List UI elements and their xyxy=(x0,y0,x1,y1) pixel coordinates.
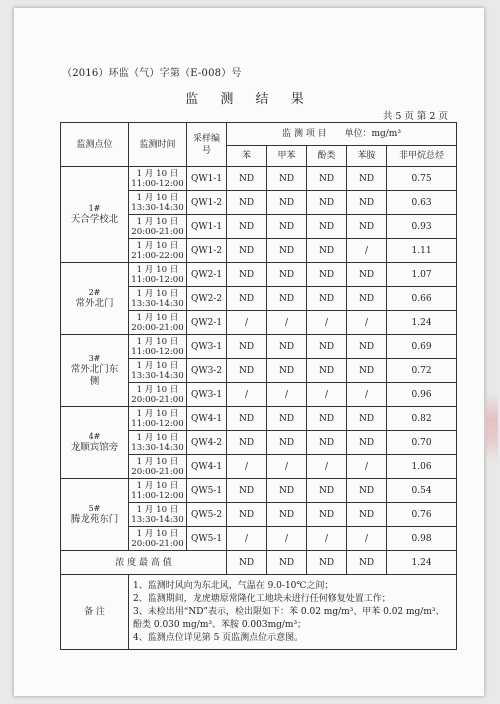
benzene-value: ND xyxy=(227,263,267,287)
phenols-value: ND xyxy=(307,287,347,311)
max-value-label: 浓 度 最 高 值 xyxy=(61,551,227,575)
sample-id: QW1-2 xyxy=(187,191,227,215)
time-cell xyxy=(129,239,187,263)
max-benzene: ND xyxy=(227,551,267,575)
aniline-value: ND xyxy=(347,191,387,215)
aniline-value: / xyxy=(347,455,387,479)
sample-id: QW5-1 xyxy=(187,527,227,551)
toluene-value: ND xyxy=(267,359,307,383)
time-date: 1 月 10 日 xyxy=(136,432,179,443)
time-cell xyxy=(129,215,187,239)
page-title: 监 测 结 果 xyxy=(185,92,313,107)
header-toluene: 甲苯 xyxy=(267,146,307,167)
phenols-value: ND xyxy=(307,167,347,191)
nmhc-value: 0.82 xyxy=(387,407,457,431)
header-phenols: 酚类 xyxy=(307,146,347,167)
time-date: 1 月 10 日 xyxy=(136,240,179,251)
header-row xyxy=(61,123,457,146)
sample-id: QW3-2 xyxy=(187,359,227,383)
benzene-value: / xyxy=(227,383,267,407)
time-date: 1 月 10 日 xyxy=(136,216,179,227)
phenols-value: / xyxy=(307,455,347,479)
aniline-value: / xyxy=(347,383,387,407)
page-info: 共 5 页 第 2 页 xyxy=(382,111,448,122)
time-period: 11:00-12:00 xyxy=(131,178,184,189)
nmhc-value: 0.98 xyxy=(387,527,457,551)
time-cell xyxy=(129,263,187,287)
benzene-value: ND xyxy=(227,359,267,383)
benzene-value: ND xyxy=(227,287,267,311)
time-date: 1 月 10 日 xyxy=(136,336,179,347)
time-date: 1 月 10 日 xyxy=(136,360,179,371)
time-cell xyxy=(129,407,187,431)
sample-id: QW5-2 xyxy=(187,503,227,527)
aniline-value: ND xyxy=(347,167,387,191)
nmhc-value: 0.69 xyxy=(387,335,457,359)
header-items-label: 监 测 项 目 xyxy=(282,129,327,139)
toluene-value: ND xyxy=(267,215,307,239)
location-name: 龙顺宾馆旁 xyxy=(70,441,119,453)
header-sample: 采样编号 xyxy=(187,123,227,167)
sample-id: QW1-1 xyxy=(187,167,227,191)
location-cell xyxy=(61,263,129,335)
time-date: 1 月 10 日 xyxy=(136,528,179,539)
table-row xyxy=(61,407,457,431)
time-cell xyxy=(129,335,187,359)
nmhc-value: 1.11 xyxy=(387,239,457,263)
nmhc-value: 0.93 xyxy=(387,215,457,239)
aniline-value: ND xyxy=(347,263,387,287)
header-time: 监测时间 xyxy=(129,123,187,167)
max-nmhc: 1.24 xyxy=(387,551,457,575)
toluene-value: ND xyxy=(267,479,307,503)
location-name: 常外北门 xyxy=(75,297,114,309)
phenols-value: ND xyxy=(307,239,347,263)
time-period: 20:00-21:00 xyxy=(131,226,184,237)
max-phenols: ND xyxy=(307,551,347,575)
phenols-value: / xyxy=(307,527,347,551)
toluene-value: / xyxy=(267,527,307,551)
phenols-value: / xyxy=(307,383,347,407)
time-date: 1 月 10 日 xyxy=(136,264,179,275)
location-cell xyxy=(61,407,129,479)
document-number: （2016）环监（气）字第（E-008）号 xyxy=(62,68,242,79)
aniline-value: ND xyxy=(347,335,387,359)
note-line: 3、未检出用“ND”表示，检出限如下：苯 0.02 mg/m³、甲苯 0.02 mg/m³、 xyxy=(133,606,445,617)
location-name: 腾龙苑东门 xyxy=(70,513,119,525)
time-date: 1 月 10 日 xyxy=(136,384,179,395)
notes-content xyxy=(129,575,457,650)
nmhc-value: 0.70 xyxy=(387,431,457,455)
toluene-value: ND xyxy=(267,191,307,215)
aniline-value: / xyxy=(347,239,387,263)
location-cell xyxy=(61,479,129,551)
time-cell xyxy=(129,191,187,215)
location-name: 天合学校北 xyxy=(70,213,119,225)
benzene-value: / xyxy=(227,455,267,479)
toluene-value: / xyxy=(267,455,307,479)
time-period: 20:00-21:00 xyxy=(131,538,184,549)
phenols-value: ND xyxy=(307,479,347,503)
document-page xyxy=(14,8,484,696)
time-date: 1 月 10 日 xyxy=(136,408,179,419)
time-date: 1 月 10 日 xyxy=(136,312,179,323)
sample-id: QW1-2 xyxy=(187,239,227,263)
benzene-value: ND xyxy=(227,191,267,215)
nmhc-value: 0.54 xyxy=(387,479,457,503)
sample-id: QW4-1 xyxy=(187,455,227,479)
benzene-value: ND xyxy=(227,407,267,431)
location-name: 常外北门东侧 xyxy=(70,363,119,387)
time-cell xyxy=(129,287,187,311)
benzene-value: ND xyxy=(227,215,267,239)
time-period: 11:00-12:00 xyxy=(131,346,184,357)
nmhc-value: 1.24 xyxy=(387,311,457,335)
time-cell xyxy=(129,383,187,407)
nmhc-value: 0.66 xyxy=(387,287,457,311)
location-number: 2# xyxy=(88,287,101,297)
time-period: 11:00-12:00 xyxy=(131,490,184,501)
location-number: 4# xyxy=(88,431,101,441)
phenols-value: / xyxy=(307,311,347,335)
header-aniline: 苯胺 xyxy=(347,146,387,167)
nmhc-value: 0.72 xyxy=(387,359,457,383)
header-location: 监测点位 xyxy=(61,123,129,167)
header-items xyxy=(227,123,457,146)
toluene-value: ND xyxy=(267,263,307,287)
aniline-value: ND xyxy=(347,479,387,503)
sample-id: QW2-1 xyxy=(187,263,227,287)
location-cell xyxy=(61,335,129,407)
aniline-value: / xyxy=(347,311,387,335)
time-period: 20:00-21:00 xyxy=(131,322,184,333)
phenols-value: ND xyxy=(307,263,347,287)
phenols-value: ND xyxy=(307,431,347,455)
phenols-value: ND xyxy=(307,191,347,215)
note-line: 4、监测点位详见第 5 页监测点位示意图。 xyxy=(133,632,304,643)
note-line: 1、监测时风向为东北风，气温在 9.0-10℃之间； xyxy=(133,580,334,591)
toluene-value: ND xyxy=(267,431,307,455)
results-table xyxy=(60,122,457,650)
phenols-value: ND xyxy=(307,503,347,527)
time-cell xyxy=(129,167,187,191)
time-cell xyxy=(129,359,187,383)
table-row xyxy=(61,263,457,287)
notes-row xyxy=(61,575,457,650)
header-unit: 单位：mg/m³ xyxy=(344,129,401,139)
time-date: 1 月 10 日 xyxy=(136,168,179,179)
time-period: 13:30-14:30 xyxy=(131,514,184,525)
benzene-value: ND xyxy=(227,503,267,527)
aniline-value: ND xyxy=(347,503,387,527)
aniline-value: / xyxy=(347,527,387,551)
benzene-value: ND xyxy=(227,239,267,263)
benzene-value: / xyxy=(227,527,267,551)
phenols-value: ND xyxy=(307,335,347,359)
aniline-value: ND xyxy=(347,287,387,311)
aniline-value: ND xyxy=(347,407,387,431)
sample-id: QW5-1 xyxy=(187,479,227,503)
nmhc-value: 0.63 xyxy=(387,191,457,215)
phenols-value: ND xyxy=(307,215,347,239)
table-row xyxy=(61,479,457,503)
note-line: 2、监测期间，龙虎塘原常隆化工地块未进行任何修复处置工作； xyxy=(133,593,391,604)
notes-label: 备 注 xyxy=(61,575,129,650)
toluene-value: ND xyxy=(267,335,307,359)
location-number: 1# xyxy=(88,203,101,213)
seal-edge xyxy=(486,392,498,462)
time-period: 13:30-14:30 xyxy=(131,370,184,381)
sample-id: QW3-1 xyxy=(187,383,227,407)
time-cell xyxy=(129,527,187,551)
location-number: 3# xyxy=(88,353,101,363)
time-period: 11:00-12:00 xyxy=(131,274,184,285)
time-period: 20:00-21:00 xyxy=(131,394,184,405)
phenols-value: ND xyxy=(307,407,347,431)
toluene-value: ND xyxy=(267,287,307,311)
time-cell xyxy=(129,431,187,455)
time-date: 1 月 10 日 xyxy=(136,456,179,467)
sample-id: QW1-1 xyxy=(187,215,227,239)
time-period: 13:30-14:30 xyxy=(131,202,184,213)
time-period: 13:30-14:30 xyxy=(131,442,184,453)
toluene-value: / xyxy=(267,311,307,335)
toluene-value: ND xyxy=(267,167,307,191)
benzene-value: ND xyxy=(227,335,267,359)
nmhc-value: 1.06 xyxy=(387,455,457,479)
table-row xyxy=(61,167,457,191)
sample-id: QW4-2 xyxy=(187,431,227,455)
time-period: 21:00-22:00 xyxy=(131,250,184,261)
aniline-value: ND xyxy=(347,359,387,383)
time-date: 1 月 10 日 xyxy=(136,288,179,299)
location-number: 5# xyxy=(88,503,101,513)
time-cell xyxy=(129,503,187,527)
toluene-value: ND xyxy=(267,503,307,527)
time-date: 1 月 10 日 xyxy=(136,480,179,491)
sample-id: QW2-1 xyxy=(187,311,227,335)
max-aniline: ND xyxy=(347,551,387,575)
nmhc-value: 1.07 xyxy=(387,263,457,287)
time-period: 11:00-12:00 xyxy=(131,418,184,429)
phenols-value: ND xyxy=(307,359,347,383)
toluene-value: ND xyxy=(267,239,307,263)
sample-id: QW4-1 xyxy=(187,407,227,431)
table-row xyxy=(61,335,457,359)
max-toluene: ND xyxy=(267,551,307,575)
aniline-value: ND xyxy=(347,431,387,455)
time-cell xyxy=(129,455,187,479)
max-value-row xyxy=(61,551,457,575)
benzene-value: ND xyxy=(227,479,267,503)
nmhc-value: 0.96 xyxy=(387,383,457,407)
sample-id: QW3-1 xyxy=(187,335,227,359)
benzene-value: ND xyxy=(227,431,267,455)
benzene-value: ND xyxy=(227,167,267,191)
toluene-value: / xyxy=(267,383,307,407)
time-cell xyxy=(129,479,187,503)
time-period: 20:00-21:00 xyxy=(131,466,184,477)
nmhc-value: 0.75 xyxy=(387,167,457,191)
benzene-value: / xyxy=(227,311,267,335)
time-date: 1 月 10 日 xyxy=(136,192,179,203)
toluene-value: ND xyxy=(267,407,307,431)
sample-id: QW2-2 xyxy=(187,287,227,311)
header-nmhc: 非甲烷总烃 xyxy=(387,146,457,167)
time-date: 1 月 10 日 xyxy=(136,504,179,515)
time-period: 13:30-14:30 xyxy=(131,298,184,309)
location-cell xyxy=(61,167,129,263)
nmhc-value: 0.76 xyxy=(387,503,457,527)
note-line: 酚类 0.030 mg/m³、苯胺 0.003mg/m³； xyxy=(133,619,307,630)
aniline-value: ND xyxy=(347,215,387,239)
header-benzene: 苯 xyxy=(227,146,267,167)
time-cell xyxy=(129,311,187,335)
